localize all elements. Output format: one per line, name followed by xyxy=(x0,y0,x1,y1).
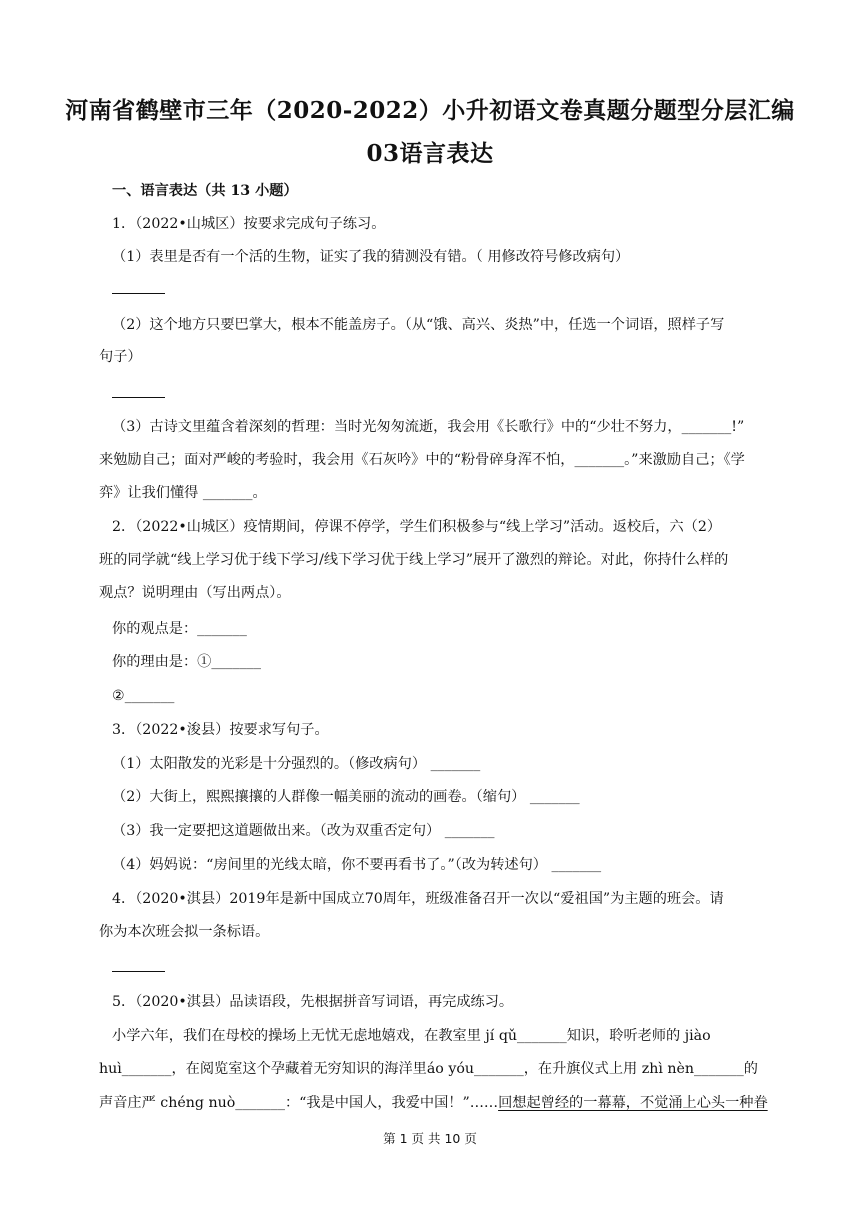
q1-part1: （1）表里是否有一个活的生物，证实了我的猜测没有错。（ 用修改符号修改病句） xyxy=(112,249,630,265)
q1-part2-line1: （2）这个地方只要巴掌大，根本不能盖房子。（从“饿、高兴、炎热”中，任选一个词语，照样子写 xyxy=(112,317,725,333)
q2-line3: 观点？说明理由（写出两点）。 xyxy=(99,585,291,601)
q1-part2-line2: 句子） xyxy=(99,349,142,365)
q2-reason1-field[interactable]: 你的理由是：①_______ xyxy=(112,654,261,670)
q4-answer-blank[interactable] xyxy=(112,971,165,972)
q1-stem: 1．（2022•山城区）按要求完成句子练习。 xyxy=(112,216,386,232)
q3-stem: 3．（2022•浚县）按要求写句子。 xyxy=(112,722,329,738)
q3-part4: （4）妈妈说：“房间里的光线太暗，你不要再看书了。”（改为转述句） _______ xyxy=(112,857,602,873)
q5-paragraph-line1: 小学六年，我们在母校的操场上无忧无虑地嬉戏，在教室里 jí qǔ_______知识，聆听老师的 jiào xyxy=(112,1028,711,1044)
q3-part3: （3）我一定要把这道题做出来。（改为双重否定句） _______ xyxy=(112,823,495,839)
q2-reason2-field[interactable]: ②_______ xyxy=(112,688,175,704)
q3-part2: （2）大街上，熙熙攘攘的人群像一幅美丽的流动的画卷。（缩句） _______ xyxy=(112,789,580,805)
q5-paragraph-line2: huì_______，在阅览室这个孕藏着无穷知识的海洋里áo yóu_______，在升旗仪式上用 zhì nèn_______的 xyxy=(99,1061,758,1077)
q1-part3-line3: 弈》让我们懂得 _______。 xyxy=(99,485,267,501)
q5-underlined-sentence: 回想起曾经的一幕幕，不觉涌上心头一种眷 xyxy=(498,1095,768,1111)
document-title-line-1: 河南省鹤壁市三年（2020-2022）小升初语文卷真题分题型分层汇编 xyxy=(65,97,795,124)
q2-viewpoint-field[interactable]: 你的观点是：_______ xyxy=(112,621,247,637)
page-footer: 第 1 页 共 10 页 xyxy=(383,1131,477,1146)
q3-part1: （1）太阳散发的光彩是十分强烈的。（修改病句） _______ xyxy=(112,756,481,772)
document-title-line-2: 03语言表达 xyxy=(366,140,494,167)
q1-part3-line2: 来勉励自己；面对严峻的考验时，我会用《石灰吟》中的“粉骨碎身浑不怕，_______。”来激励自己；《学 xyxy=(99,452,745,468)
q5-paragraph-line3-text: 声音庄严 chéng nuò_______：“我是中国人，我爱中国！”…… xyxy=(99,1095,499,1111)
q1-part2-answer-blank[interactable] xyxy=(112,397,165,398)
q4-line1: 4．（2020•淇县）2019年是新中国成立70周年，班级准备召开一次以“爱祖国”为主题的班会。请 xyxy=(112,891,724,907)
q2-line1: 2．（2022•山城区）疫情期间，停课不停学，学生们积极参与“线上学习”活动。返校后，六（2） xyxy=(112,519,722,535)
section-heading: 一、语言表达（共 13 小题） xyxy=(112,183,298,199)
q5-stem: 5．（2020•淇县）品读语段，先根据拼音写词语，再完成练习。 xyxy=(112,994,514,1010)
q2-line2: 班的同学就“线上学习优于线下学习/线下学习优于线上学习”展开了激烈的辩论。对此，你持什么样的 xyxy=(99,552,729,568)
q1-part1-answer-blank[interactable] xyxy=(112,293,165,294)
q1-part3-line1: （3）古诗文里蕴含着深刻的哲理：当时光匆匆流逝，我会用《长歌行》中的“少壮不努力，_______!” xyxy=(112,419,745,435)
q4-line2: 你为本次班会拟一条标语。 xyxy=(99,924,270,940)
q5-paragraph-line3 xyxy=(99,1093,768,1113)
